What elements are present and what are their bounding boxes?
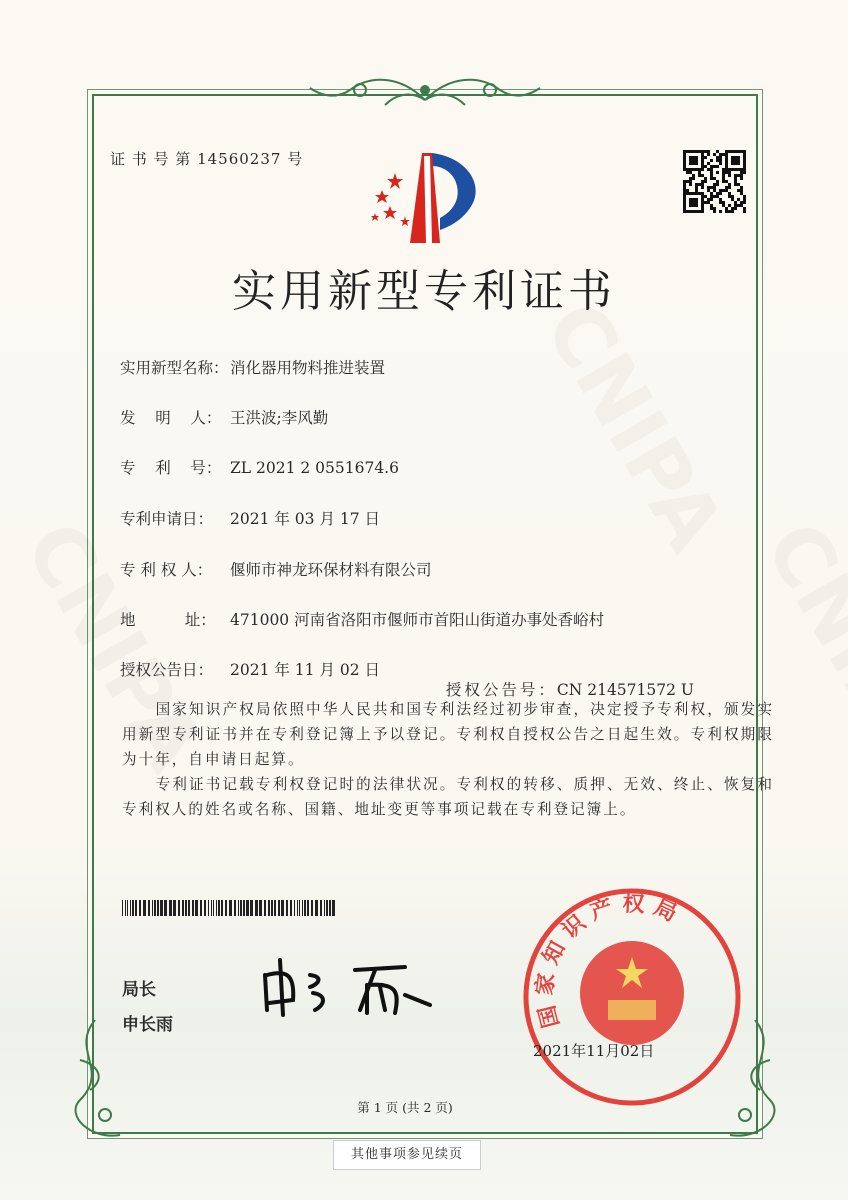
field-label: 授权公告号： — [445, 681, 557, 699]
field-value: 471000 河南省洛阳市偃师市首阳山街道办事处香峪村 — [230, 611, 605, 629]
announcement-number — [436, 660, 694, 700]
field-value: CN 214571572 U — [556, 681, 694, 699]
qr-code — [683, 150, 746, 213]
signature — [255, 955, 440, 1020]
signatory-title: 局长 — [122, 980, 156, 1000]
field-label: 地 址： — [120, 611, 216, 629]
field-row — [120, 658, 380, 680]
top-ornament — [300, 70, 550, 120]
official-seal — [520, 885, 745, 1110]
corner-ornament — [60, 1020, 150, 1150]
field-value: 偃师市神龙环保材料有限公司 — [230, 561, 432, 579]
barcode — [122, 900, 336, 916]
field-row — [120, 608, 604, 630]
certificate-text — [122, 697, 774, 822]
paragraph: 专利证书记载专利权登记时的法律状况。专利权的转移、质押、无效、终止、恢复和专利权人的姓名或名称、国籍、地址变更等事项记载在专利登记簿上。 — [122, 776, 774, 818]
field-label: 授权公告日： — [120, 661, 214, 679]
field-value: 2021 年 03 月 17 日 — [230, 510, 381, 528]
page-number: 第 1 页 (共 2 页) — [357, 1100, 453, 1115]
field-row — [120, 406, 328, 428]
certificate-number: 证 书 号 第 14560237 号 — [110, 150, 304, 168]
field-value: 2021 年 11 月 02 日 — [230, 661, 381, 679]
field-value: 消化器用物料推进装置 — [230, 359, 386, 377]
field-row — [120, 456, 399, 478]
field-row — [120, 558, 432, 580]
field-label: 专利申请日： — [120, 510, 214, 528]
field-row — [120, 356, 385, 378]
seal-date: 2021年11月02日 — [533, 1042, 655, 1060]
field-label: 实用新型名称： — [120, 359, 229, 377]
cnipa-logo — [360, 148, 490, 248]
field-value: 王洪波;李风勤 — [230, 409, 329, 427]
field-label: 发 明 人： — [120, 409, 222, 427]
field-row — [120, 507, 380, 529]
continuation-note: 其他事项参见续页 — [333, 1140, 481, 1170]
paragraph: 国家知识产权局依照中华人民共和国专利法经过初步审查，决定授予专利权，颁发实用新型专利证书并在专利登记簿上予以登记。专利权自授权公告之日起生效。专利权期限为十年，自申请日起算。 — [122, 701, 774, 768]
signatory-name: 申长雨 — [122, 1015, 173, 1035]
field-label: 专 利 号： — [120, 459, 222, 477]
page-title: 实用新型专利证书 — [232, 266, 616, 317]
seal-text: 国家知识产权局 — [532, 891, 688, 1031]
field-value: ZL 2021 2 0551674.6 — [230, 459, 399, 477]
field-label: 专 利 权 人： — [120, 561, 213, 579]
